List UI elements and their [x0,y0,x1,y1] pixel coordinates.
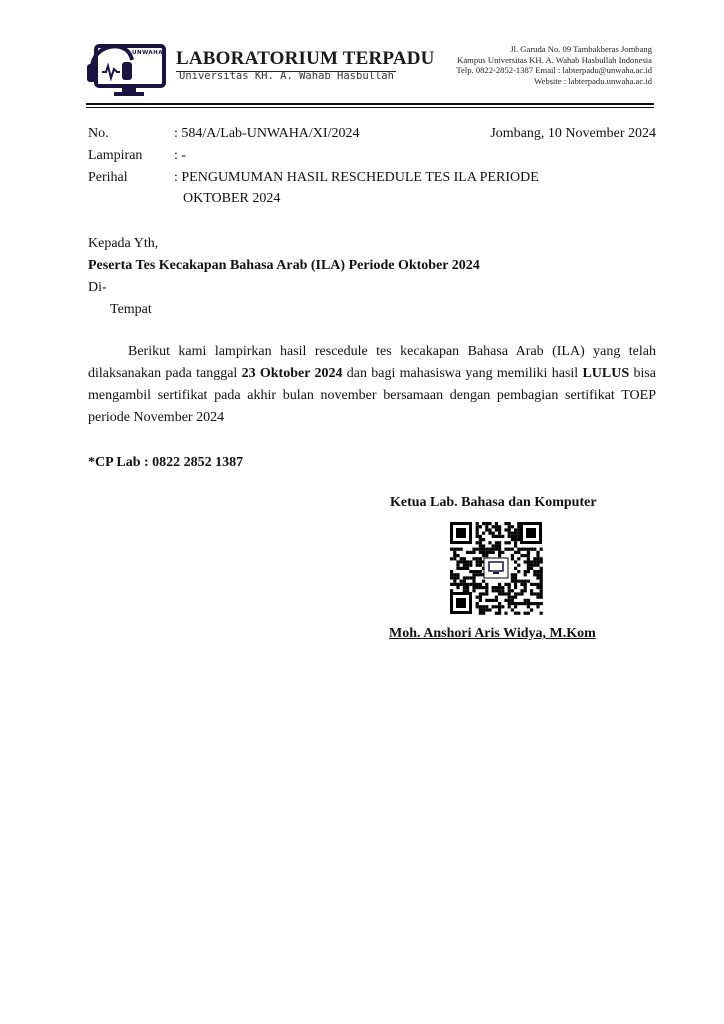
body-lulus-bold: LULUS [582,366,630,381]
qr-code-signature [448,520,544,616]
recipient-di: Di- [88,280,107,295]
attachment-value: : - [174,148,187,163]
body-text-part1: Berikut kami lampirkan hasil rescedule tes kecakapan Bahasa Arab (ILA) yang telah dilaksanakan pada tanggal [88,344,656,381]
header-divider [86,103,654,105]
body-text-part2: dan bagi mahasiswa yang memiliki hasil [342,366,583,381]
qr-code-icon [448,520,544,616]
address-line: Website : labterpadu.unwaha.ac.id [534,75,652,86]
body-paragraph [88,341,656,429]
signature-title: Ketua Lab. Bahasa dan Komputer [390,495,597,510]
subject-value-line2: OKTOBER 2024 [183,191,281,206]
signatory-name: Moh. Anshori Aris Widya, M.Kom [389,626,596,641]
recipient-place: Tempat [110,302,152,317]
number-label: No. [88,126,109,141]
address-line: Kampus Universitas KH. A. Wahab Hasbullah Indonesia [457,54,652,65]
lab-logo [84,36,168,100]
organization-subtitle: Universitas KH. A. Wahab Hasbullah [179,70,394,82]
address-line: Jl. Garuda No. 09 Tambakberas Jombang [510,44,652,54]
address-line: Telp. 0822-2852-1387 Email : labterpadu@unwaha.ac.id [456,65,652,76]
header-divider-thin [86,107,654,108]
greeting: Kepada Yth, [88,236,159,251]
number-value: : 584/A/Lab-UNWAHA/XI/2024 [174,126,360,141]
attachment-label: Lampiran [88,148,143,163]
address-block [456,44,652,86]
subject-value-line1: : PENGUMUMAN HASIL RESCHEDULE TES ILA PERIODE [174,170,539,185]
recipient-name: Peserta Tes Kecakapan Bahasa Arab (ILA) Periode Oktober 2024 [88,258,480,273]
headset-monitor-logo-icon [84,36,168,100]
body-text-part3: bisa mengambil sertifikat pada akhir bulan november bersamaan dengan pembagian sertifikat TOEP periode November 2024 [88,366,656,425]
subject-label: Perihal [88,170,128,185]
organization-name: LABORATORIUM TERPADU [176,48,435,69]
contact-person: *CP Lab : 0822 2852 1387 [88,455,244,470]
body-date-bold: 23 Oktober 2024 [241,366,343,381]
logo-label: UNWAHA [132,50,164,56]
letter-date: Jombang, 10 November 2024 [490,126,656,141]
